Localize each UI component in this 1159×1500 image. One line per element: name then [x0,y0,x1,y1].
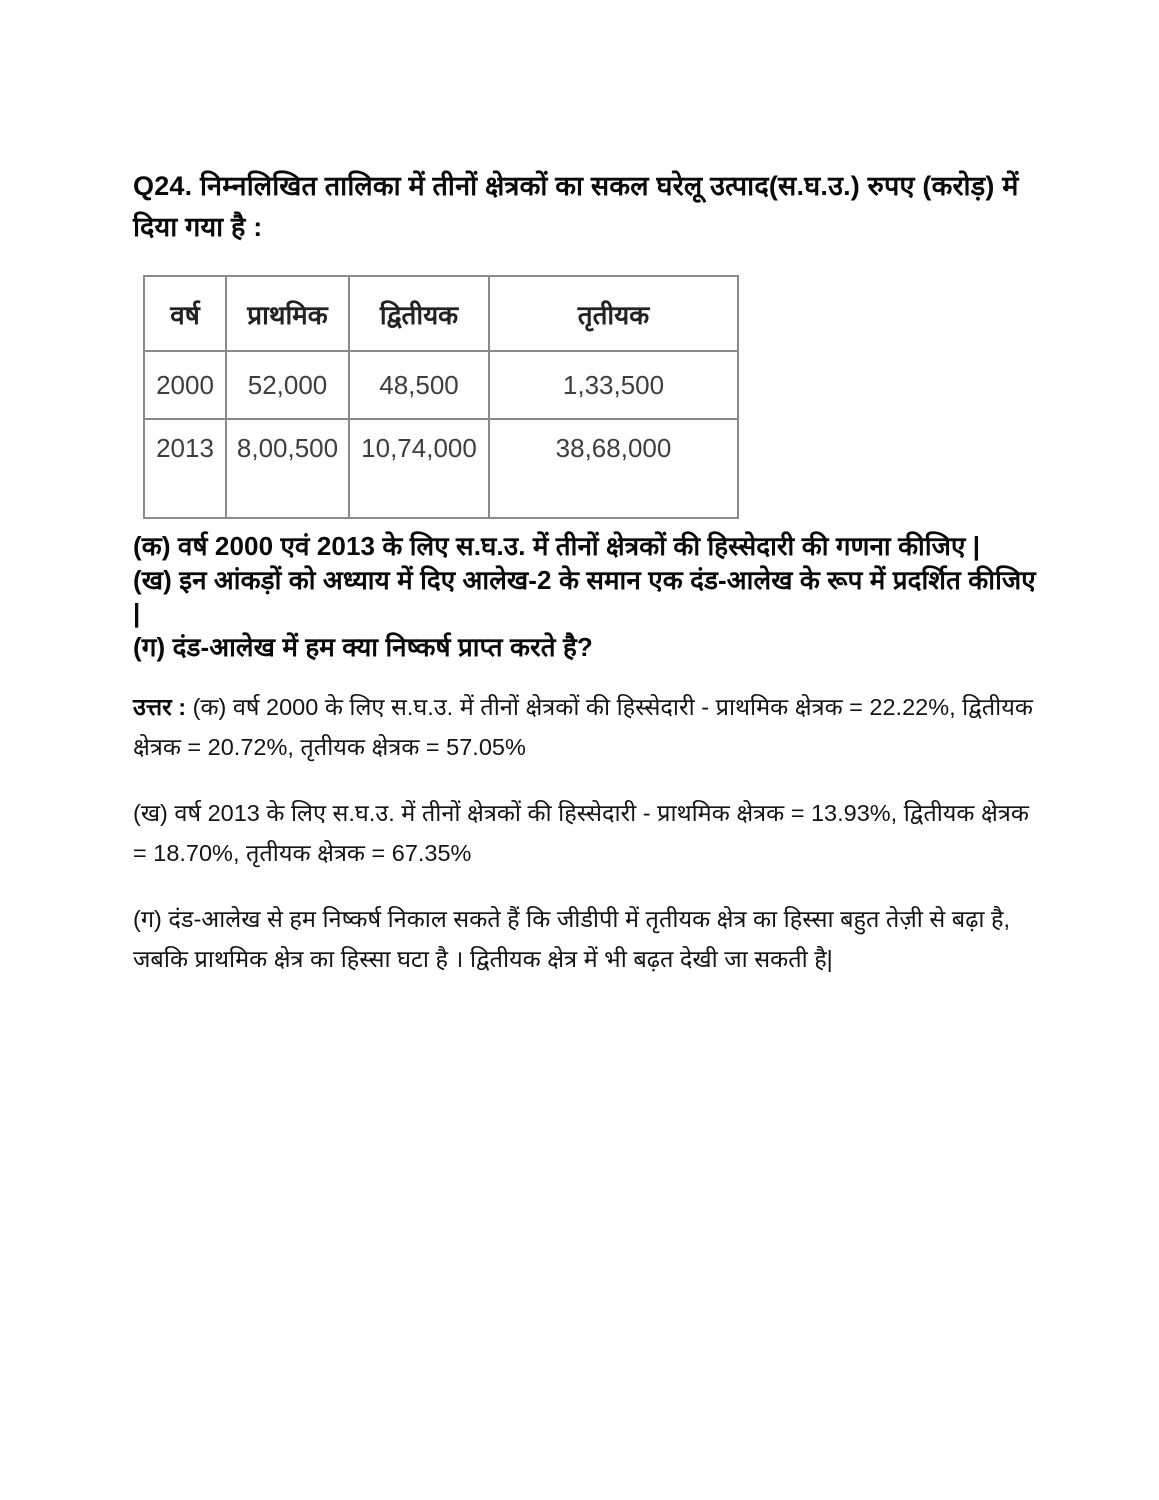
table-cell-primary: 8,00,500 [226,419,349,518]
question-number: Q24. [133,171,193,201]
question-heading [133,166,1043,248]
answer-label: उत्तर : [133,694,187,720]
page-content [133,166,1043,1005]
answer-a-text: (क) वर्ष 2000 के लिए स.घ.उ. में तीनों क्षेत्रकों की हिस्सेदारी - प्राथमिक क्षेत्रक = 22.22%, द्वितीयक क्षेत्रक = 20.72%, तृतीयक क्षेत्रक = 57.05% [133,694,1033,760]
answer-a [133,687,1048,767]
table-row [144,419,738,518]
table-cell-primary: 52,000 [226,351,349,419]
question-parts [133,530,1043,664]
column-header-year: वर्ष [144,276,226,351]
table-cell-secondary: 10,74,000 [349,419,489,518]
answers-section [133,687,1048,979]
answer-c [133,899,1048,979]
column-header-primary: प्राथमिक [226,276,349,351]
table-cell-year: 2000 [144,351,226,419]
answer-b-text: (ख) वर्ष 2013 के लिए स.घ.उ. में तीनों क्षेत्रकों की हिस्सेदारी - प्राथमिक क्षेत्रक = 13.93%, द्वितीयक क्षेत्रक = 18.70%, तृतीयक क्षेत्रक = 67.35% [133,800,1029,866]
answer-c-text: (ग) दंड-आलेख से हम निष्कर्ष निकाल सकते हैं कि जीडीपी में तृतीयक क्षेत्र का हिस्सा बहुत तेज़ी से बढ़ा है, जबकि प्राथमिक क्षेत्र का हिस्सा घटा है । द्वितीयक क्षेत्र में भी बढ़त देखी जा सकती है| [133,906,1011,972]
table-cell-year: 2013 [144,419,226,518]
gdp-data-table [143,275,739,519]
column-header-tertiary: तृतीयक [489,276,738,351]
question-part-a: (क) वर्ष 2000 एवं 2013 के लिए स.घ.उ. में तीनों क्षेत्रकों की हिस्सेदारी की गणना कीजिए | [133,531,981,561]
question-part-c: (ग) दंड-आलेख में हम क्या निष्कर्ष प्राप्त करते है? [133,631,593,662]
question-text: निम्नलिखित तालिका में तीनों क्षेत्रकों का सकल घरेलू उत्पाद(स.घ.उ.) रुपए (करोड़) में दिया गया है : [133,171,1019,242]
column-header-secondary: द्वितीयक [349,276,489,351]
table-cell-secondary: 48,500 [349,351,489,419]
table-header-row [144,276,738,351]
question-part-b: (ख) इन आंकड़ों को अध्याय में दिए आलेख-2 के समान एक दंड-आलेख के रूप में प्रदर्शित कीजिए | [133,564,1036,628]
table-cell-tertiary: 1,33,500 [489,351,738,419]
table-cell-tertiary: 38,68,000 [489,419,738,518]
answer-b [133,793,1048,873]
table-row [144,351,738,419]
